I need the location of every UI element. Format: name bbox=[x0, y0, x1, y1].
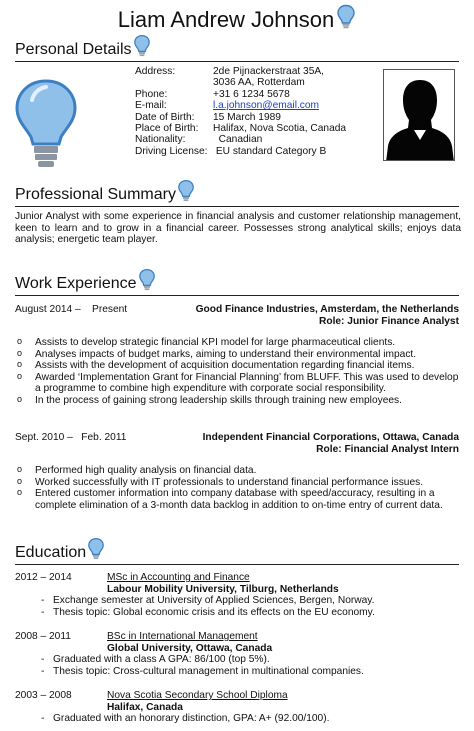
lightbulb-icon bbox=[133, 34, 151, 64]
job-dates: Sept. 2010 – Feb. 2011 bbox=[15, 432, 127, 443]
section-divider bbox=[15, 564, 459, 565]
section-personal-details: Personal Details bbox=[15, 40, 459, 64]
education-institution: Global University, Ottawa, Canada bbox=[107, 642, 273, 654]
education-entry bbox=[15, 572, 459, 618]
education-entry bbox=[15, 631, 459, 677]
section-divider bbox=[15, 206, 459, 207]
detail-row: Nationality: Canadian bbox=[135, 134, 263, 146]
detail-row: E-mail: l.a.johnson@email.com bbox=[135, 100, 320, 112]
education-degree: BSc in International Management bbox=[107, 631, 258, 642]
page-title bbox=[0, 6, 474, 37]
education-dates: 2008 – 2011 bbox=[15, 631, 71, 642]
section-divider bbox=[15, 295, 459, 296]
list-item: o Awarded ‘Implementation Grant for Financial Planning’ from BLUFF. This was used to develop a programme to combine high expenditure with corporate social responsibility. bbox=[15, 372, 459, 395]
detail-row: Driving License: EU standard Category B bbox=[135, 145, 327, 157]
lightbulb-icon bbox=[138, 268, 156, 298]
lightbulb-icon bbox=[87, 537, 105, 567]
list-item: o Entered customer information into company database with speed/accuracy, resulting in a complete elimination of a 3-month data backlog in addition to on-time entry of current data. bbox=[15, 488, 459, 511]
job-bullets bbox=[15, 465, 459, 511]
section-education: Education bbox=[15, 543, 459, 567]
name-heading: Liam Andrew Johnson bbox=[117, 7, 335, 32]
list-item: o In the process of gaining strong leadership skills through training new employees. bbox=[15, 395, 459, 407]
education-bullets bbox=[15, 595, 459, 618]
education-entry bbox=[15, 690, 459, 725]
education-degree: Nova Scotia Secondary School Diploma bbox=[107, 690, 288, 701]
list-item: o Assists to develop strategic financial KPI model for large pharmaceutical clients. bbox=[15, 337, 459, 349]
email-link[interactable]: l.a.johnson@email.com bbox=[213, 100, 320, 112]
detail-row: Phone: +31 6 1234 5678 bbox=[135, 88, 290, 100]
detail-row: Place of Birth: Halifax, Nova Scotia, Canada bbox=[135, 123, 347, 135]
education-bullets bbox=[15, 654, 459, 677]
education-institution: Halifax, Canada bbox=[107, 701, 183, 713]
list-item: - Thesis topic: Global economic crisis and its effects on the EU economy. bbox=[39, 607, 459, 619]
list-item: o Analyses impacts of budget marks, aiming to understand their environmental impact. bbox=[15, 349, 459, 361]
list-item: - Thesis topic: Cross-cultural management in multinational companies. bbox=[39, 666, 459, 678]
list-item: o Worked successfully with IT professionals to understand financial performance issues. bbox=[15, 477, 459, 489]
lightbulb-icon bbox=[336, 4, 356, 37]
section-work-experience: Work Experience bbox=[15, 274, 459, 298]
section-professional-summary: Professional Summary bbox=[15, 185, 459, 209]
list-item: - Graduated with an honorary distinction, GPA: A+ (92.00/100). bbox=[39, 713, 459, 725]
education-institution: Labour Mobility University, Tilburg, Netherlands bbox=[107, 583, 339, 595]
job-organization: Independent Financial Corporations, Ottawa, Canada bbox=[202, 432, 459, 443]
education-dates: 2003 – 2008 bbox=[15, 690, 72, 701]
education-bullets bbox=[15, 713, 459, 725]
detail-row: Date of Birth: 15 March 1989 bbox=[135, 111, 281, 123]
job-entry bbox=[15, 304, 459, 407]
job-role: Role: Junior Finance Analyst bbox=[318, 316, 459, 327]
section-divider bbox=[15, 61, 459, 62]
list-item: o Performed high quality analysis on financial data. bbox=[15, 465, 459, 477]
lightbulb-icon bbox=[12, 78, 80, 175]
job-dates: August 2014 – Present bbox=[15, 304, 128, 315]
job-role: Role: Financial Analyst Intern bbox=[316, 444, 459, 455]
education-degree: MSc in Accounting and Finance bbox=[107, 572, 250, 583]
list-item: - Exchange semester at University of Applied Sciences, Bergen, Norway. bbox=[39, 595, 459, 607]
job-bullets bbox=[15, 337, 459, 407]
list-item: - Graduated with a class A GPA: 86/100 (top 5%). bbox=[39, 654, 459, 666]
summary-text: Junior Analyst with some experience in financial analysis and customer relationship management, keen to learn and to grow in a financial career. Possesses strong analytical skills; enjoys data analysis; energetic team player. bbox=[15, 211, 461, 246]
job-entry bbox=[15, 432, 459, 511]
detail-row: Address: 2de Pijnackerstraat 35A, bbox=[135, 66, 324, 77]
personal-details-list bbox=[135, 66, 346, 157]
list-item: o Assists with the development of acquisition documentation regarding financial items. bbox=[15, 360, 459, 372]
education-dates: 2012 – 2014 bbox=[15, 572, 72, 583]
profile-photo bbox=[383, 69, 455, 161]
detail-row: 3036 AA, Rotterdam bbox=[213, 77, 305, 89]
job-organization: Good Finance Industries, Amsterdam, the Netherlands bbox=[195, 304, 459, 315]
lightbulb-icon bbox=[177, 179, 195, 209]
